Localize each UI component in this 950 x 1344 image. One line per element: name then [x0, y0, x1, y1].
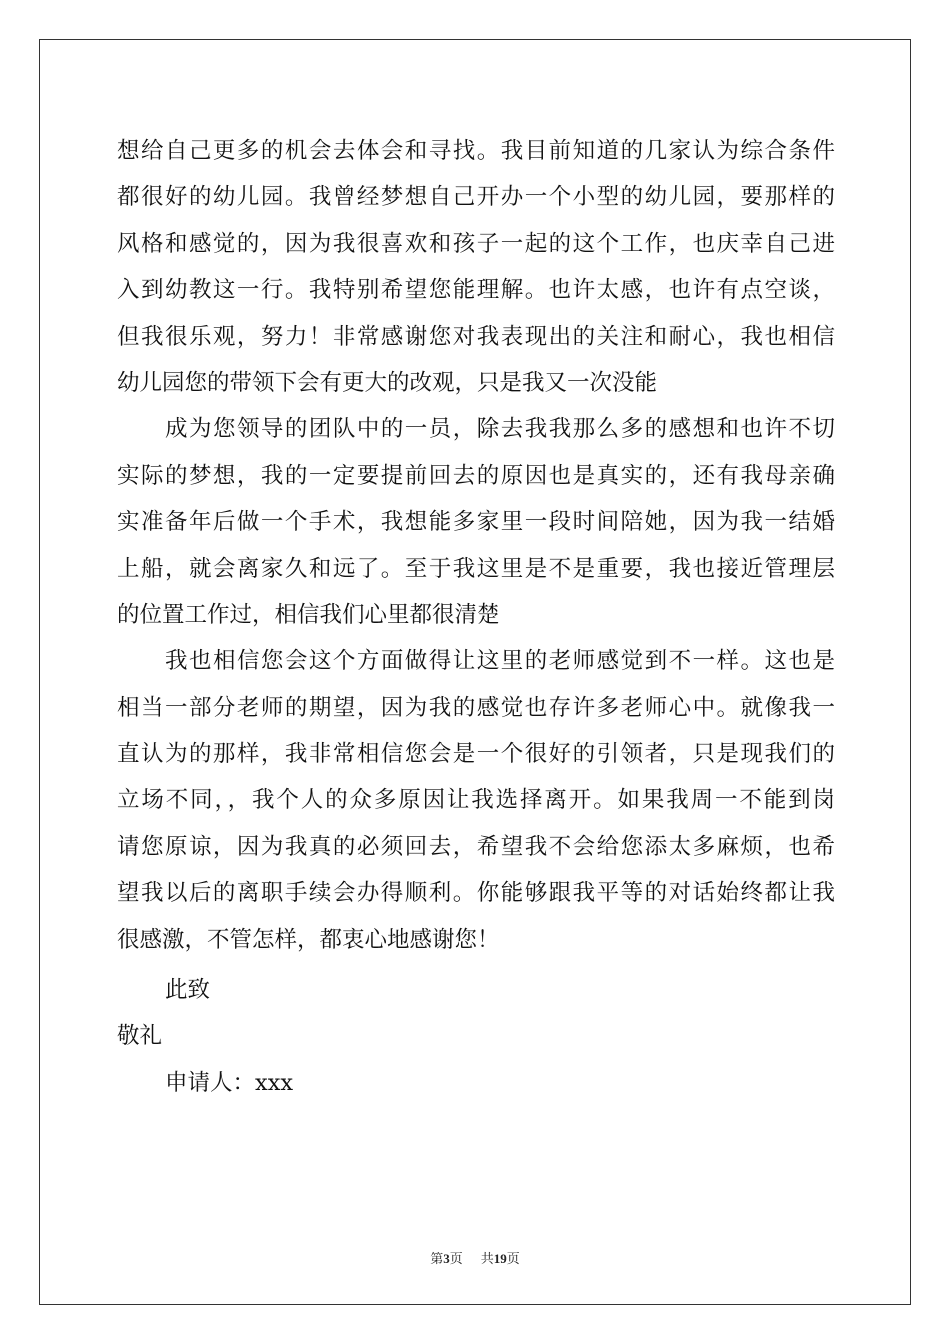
text-line: 风格和感觉的，因为我很喜欢和孩子一起的这个工作，也庆幸自己进: [117, 230, 835, 257]
total-pages: 19: [493, 1251, 507, 1266]
text-line: 相当一部分老师的期望，因为我的感觉也存许多老师心中。就像我一: [117, 694, 835, 721]
total-suffix: 页: [506, 1251, 520, 1266]
paragraph-1: [117, 128, 835, 406]
text-line: 实际的梦想，我的一定要提前回去的原因也是真实的，还有我母亲确: [117, 462, 835, 489]
text-line: 想给自己更多的机会去体会和寻找。我目前知道的几家认为综合条件: [117, 138, 835, 164]
paragraph-3: [117, 638, 835, 963]
text-line: 望我以后的离职手续会办得顺利。你能够跟我平等的对话始终都让我: [117, 880, 835, 907]
text-line: 上船，就会离家久和远了。至于我这里是不是重要，我也接近管理层: [117, 555, 835, 582]
text-line: 很感激，不管怎样，都衷心地感谢您！: [117, 926, 500, 953]
text-line: 但我很乐观，努力！非常感谢您对我表现出的关注和耐心，我也相信: [117, 323, 835, 350]
page-number: 3: [443, 1251, 450, 1266]
text-line: 我也相信您会这个方面做得让这里的老师感觉到不一样。这也是: [165, 648, 835, 675]
text-line: 幼儿园您的带领下会有更大的改观，只是我又一次没能: [117, 369, 658, 396]
page-footer: [0, 1248, 950, 1267]
total-prefix: 共: [480, 1251, 494, 1266]
text-line: 的位置工作过，相信我们心里都很清楚: [117, 601, 500, 628]
page-prefix: 第: [430, 1251, 444, 1266]
applicant-signature: 申请人：xxx: [165, 1069, 294, 1096]
regards: 敬礼: [117, 1023, 163, 1050]
text-line: 入到幼教这一行。我特别希望您能理解。也许太感，也许有点空谈，: [117, 277, 835, 304]
letter-body: [117, 128, 835, 1106]
salutation: 此致: [165, 977, 211, 1004]
text-line: 成为您领导的团队中的一员，除去我我那么多的感想和也许不切: [165, 416, 835, 443]
text-line: 都很好的幼儿园。我曾经梦想自己开办一个小型的幼儿园，要那样的: [117, 184, 835, 211]
text-line: 立场不同，，我个人的众多原因让我选择离开。如果我周一不能到岗: [117, 787, 835, 814]
page-suffix: 页: [449, 1251, 463, 1266]
text-line: 请您原谅，因为我真的必须回去，希望我不会给您添太多麻烦，也希: [117, 833, 835, 860]
text-line: 直认为的那样，我非常相信您会是一个很好的引领者，只是现我们的: [117, 741, 835, 768]
text-line: 实准备年后做一个手术，我想能多家里一段时间陪她，因为我一结婚: [117, 509, 835, 536]
paragraph-2: [117, 406, 835, 638]
